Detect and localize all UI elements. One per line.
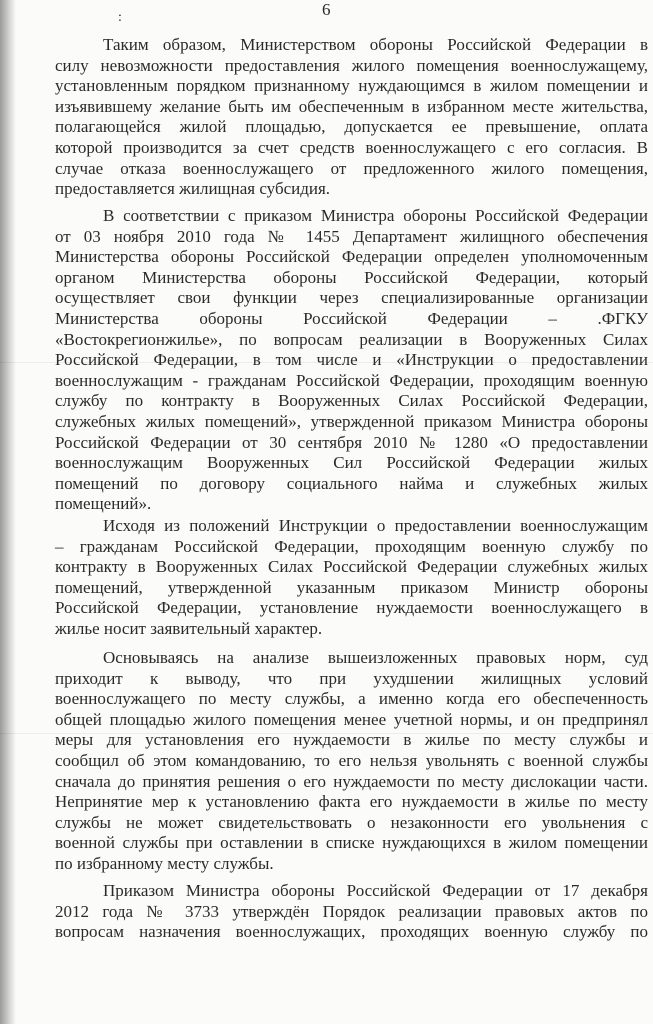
text-line: органом Министерства обороны Российской Федерации, который xyxy=(55,267,648,287)
text-line: полагающейся жилой площадью, допускается ее превышение, оплата xyxy=(55,117,648,137)
text-line: по избранному месту службы. xyxy=(55,853,274,873)
text-line: В соответствии с приказом Министра обороны Российской Федерации xyxy=(103,206,648,225)
text-line: от 03 ноября 2010 года № 1455 Департамент жилищного обеспечения xyxy=(55,226,648,246)
text-line: установленным порядком признанному нуждающимся в жилом помещении и xyxy=(55,76,648,96)
text-line: Приказом Министра обороны Российской Федерации от 17 декабря xyxy=(103,881,648,900)
paragraph-4 xyxy=(55,648,648,875)
text-line: помещений по договору социального найма и служебных жилых xyxy=(55,473,648,493)
paragraph-5 xyxy=(55,881,648,943)
text-line: Непринятие мер к установлению факта его нуждаемости в жилье по месту xyxy=(55,792,648,812)
paragraph-3 xyxy=(55,516,648,640)
text-line: случае отказа военнослужащего от предложенного жилого помещения, xyxy=(55,158,648,178)
text-line: сначала до принятия решения о его нуждаемости по месту дислокации части. xyxy=(55,771,648,791)
text-line: изъявившему желание быть им обеспеченным в избранном месте жительства, xyxy=(55,96,648,116)
text-line: жилье носит заявительный характер. xyxy=(55,618,323,638)
text-line: «Востокрегионжилье», по вопросам реализации в Вооруженных Силах xyxy=(55,329,648,349)
text-line: военнослужащим Вооруженных Сил Российской Федерации жилых xyxy=(55,453,648,473)
paragraph-2 xyxy=(55,206,648,515)
text-line: вопросам назначения военнослужащих, проходящих военную службу по xyxy=(55,922,648,942)
text-line: приходит к выводу, что при ухудшении жилищных условий xyxy=(55,668,648,688)
text-line: осуществляет свои функции через специализированные организации xyxy=(55,288,648,308)
text-line: общей площадью жилого помещения менее учетной нормы, и он предпринял xyxy=(55,709,648,729)
text-line: 2012 года № 3733 утверждён Порядок реализации правовых актов по xyxy=(55,901,648,921)
text-line: военной службы при оставлении в списке нуждающихся в жилом помещении xyxy=(55,833,648,853)
text-line: службу по контракту в Вооруженных Силах Российской Федерации, xyxy=(55,391,648,411)
text-line: Основываясь на анализе вышеизложенных правовых норм, суд xyxy=(103,648,648,667)
page-number: 6 xyxy=(322,0,331,19)
text-line: помещений». xyxy=(55,494,152,514)
scan-edge-shadow xyxy=(0,0,16,1024)
text-line: Российской Федерации, установление нуждаемости военнослужащего в xyxy=(55,598,648,618)
text-line: Исходя из положений Инструкции о предоставлении военнослужащим xyxy=(103,516,648,535)
text-line: Министерства обороны Российской Федерации – .ФГКУ xyxy=(55,308,648,328)
text-line: которой производится за счет средств военнослужащего с его согласия. В xyxy=(55,137,648,157)
text-line: силу невозможности предоставления жилого помещения военнослужащему, xyxy=(55,55,648,75)
text-line: служебных жилых помещений», утвержденной приказом Министра обороны xyxy=(55,411,648,431)
text-line: Министерства обороны Российской Федерации определен уполномоченным xyxy=(55,247,648,267)
text-line: сообщил об этом командованию, то его нельзя увольнять с военной службы xyxy=(55,750,648,770)
text-line: военнослужащим - гражданам Российской Федерации, проходящим военную xyxy=(55,370,648,390)
text-line: меры для установления его нуждаемости в жилье по месту службы и xyxy=(55,730,648,750)
paragraph-1 xyxy=(55,35,648,200)
text-line: Российской Федерации от 30 сентября 2010 № 1280 «О предоставлении xyxy=(55,432,648,452)
text-line: контракту в Вооруженных Силах Российской Федерации служебных жилых xyxy=(55,557,648,577)
text-line: – гражданам Российской Федерации, проходящим военную службу по xyxy=(55,536,648,556)
text-line: службы не может свидетельствовать о незаконности его увольнения с xyxy=(55,812,648,832)
margin-mark: : xyxy=(118,10,122,25)
text-line: предоставляется жилищная субсидия. xyxy=(55,179,331,199)
text-line: Таким образом, Министерством обороны Российской Федерации в xyxy=(103,35,648,54)
text-line: Российской Федерации, в том числе и «Инструкции о предоставлении xyxy=(55,350,648,370)
text-line: военнослужащего по месту службы, а именно когда его обеспеченность xyxy=(55,689,648,709)
text-line: помещений, утвержденной указанным приказом Министр обороны xyxy=(55,577,648,597)
